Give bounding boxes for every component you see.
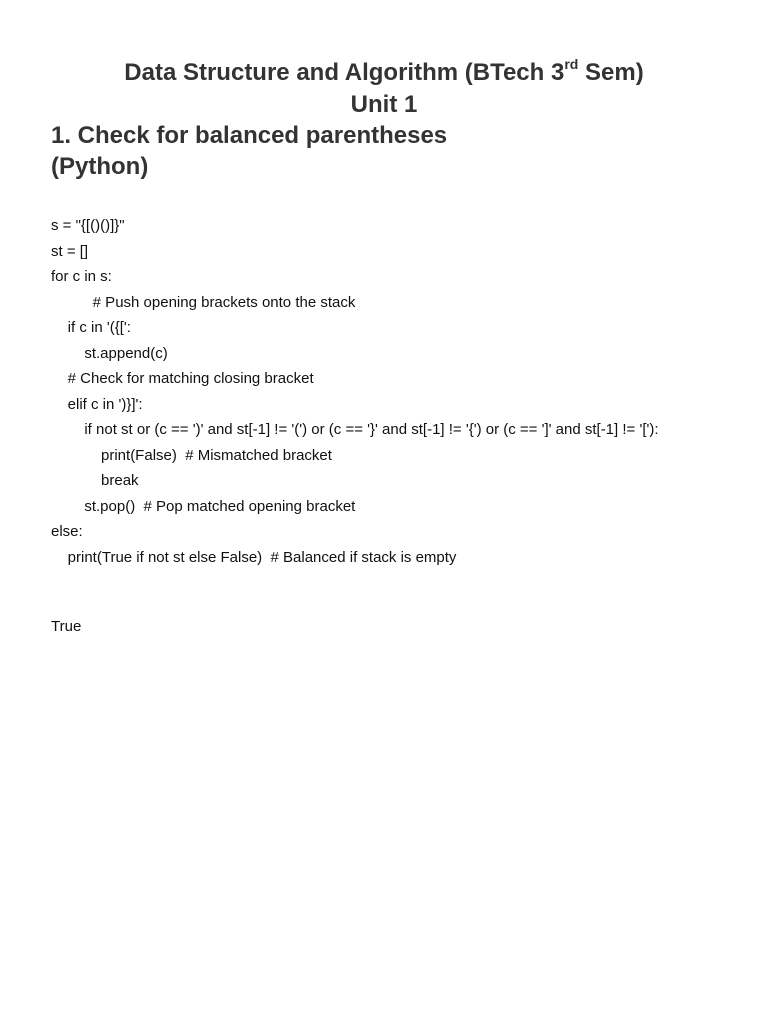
section-heading — [51, 120, 731, 182]
document-title-end: Sem) — [578, 59, 644, 86]
document-title — [0, 58, 768, 88]
unit-title: Unit 1 — [350, 91, 418, 118]
code-line: st = [] — [51, 242, 89, 260]
code-line: print(False) # Mismatched bracket — [51, 446, 332, 464]
code-line: break — [51, 472, 139, 489]
code-line: print(True if not st else False) # Balanced if stack is empty — [51, 548, 457, 566]
code-line: else: — [51, 523, 83, 540]
code-line: if not st or (c == ')' and st[-1] != '(') or (c == '}' and st[-1] != '{') or (c == ']' and st[-1] != '['): — [51, 421, 659, 438]
document-title-text: Data Structure and Algorithm (BTech 3 — [124, 59, 565, 86]
code-block — [51, 213, 751, 570]
section-heading-line-1: 1. Check for balanced parentheses — [51, 122, 448, 149]
code-line: for c in s: — [51, 268, 112, 285]
code-line: # Check for matching closing bracket — [51, 370, 314, 387]
code-line: st.append(c) — [51, 344, 168, 362]
section-heading-line-2: (Python) — [51, 153, 149, 180]
code-line: s = "{[()()]}" — [51, 217, 125, 234]
code-line: st.pop() # Pop matched opening bracket — [51, 497, 356, 515]
document-title-superscript: rd — [564, 56, 579, 72]
program-output: True — [51, 618, 82, 635]
code-line: elif c in ')}]': — [51, 395, 143, 413]
code-line: if c in '({[': — [51, 319, 131, 336]
code-line: # Push opening brackets onto the stack — [51, 293, 356, 311]
